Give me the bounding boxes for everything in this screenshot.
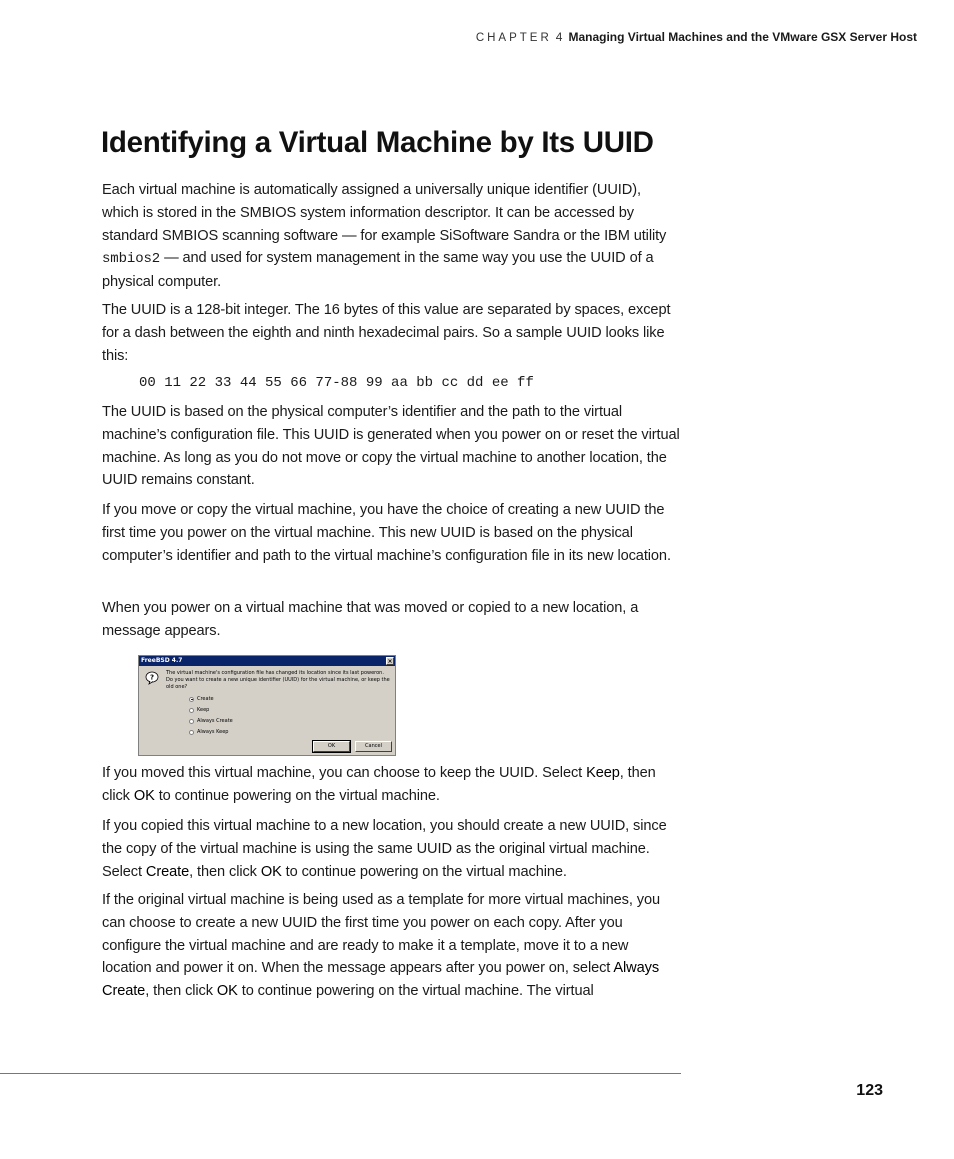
- dialog-message: The virtual machine's configuration file has changed its location since its last poweron. Do you want to create a new unique identifier (UUID) for the virtual machine, or keep the old one?: [166, 670, 390, 690]
- ui-term-keep: Keep: [586, 765, 620, 781]
- paragraph-uuid-intro: Each virtual machine is automatically assigned a universally unique identifier (UUID), which is stored in the SMBIOS system information descriptor. It can be accessed by standard SMBIOS scanning software — for example SiSoftware Sandra or the IBM utility smbios2 — and used for system management in the same way you use the UUID of a physical computer.: [102, 182, 667, 291]
- ui-term-create: Create: [145, 863, 190, 880]
- chapter-label: CHAPTER: [475, 32, 552, 44]
- radio-always-create[interactable]: Always Create: [189, 718, 233, 724]
- paragraph-uuid-basis: The UUID is based on the physical computer’s identifier and the path to the virtual machine’s configuration file. This UUID is generated when you power on or reset the virtual machine. As long as you do not move or copy the virtual machine to another location, the UUID remains constant.: [102, 404, 680, 489]
- running-header: [476, 30, 917, 44]
- radio-button-selected[interactable]: [189, 697, 194, 702]
- radio-button[interactable]: [189, 730, 194, 735]
- ui-term-always-create: Always Create: [102, 960, 660, 1000]
- paragraph-template: If the original virtual machine is being used as a template for more virtual machines, you can choose to create a new UUID the first time you power on each copy. After you configure the virtual machine and are ready to make it a template, move it to a new location and power it on. When the message appears after you power on, select Always Create, then click OK to continue powering on the virtual machine. The virtual: [102, 892, 661, 1000]
- paragraph-uuid-format: The UUID is a 128-bit integer. The 16 bytes of this value are separated by spaces, except for a dash between the eighth and ninth hexadecimal pairs. So a sample UUID looks like this:: [102, 302, 671, 364]
- paragraph-copied: If you copied this virtual machine to a new location, you should create a new UUID, since the copy of the virtual machine is using the same UUID as the original virtual machine. Select Create, then click OK to continue powering on the virtual machine.: [102, 818, 667, 880]
- ui-term-ok: OK: [260, 863, 282, 880]
- dialog-titlebar: [139, 656, 395, 666]
- chapter-title: Managing Virtual Machines and the VMware GSX Server Host: [568, 30, 917, 44]
- page-number: 123: [856, 1082, 883, 1099]
- paragraph-moved: If you moved this virtual machine, you can choose to keep the UUID. Select Keep, then click OK to continue powering on the virtual machine.: [102, 765, 656, 804]
- radio-create[interactable]: Create: [189, 696, 214, 702]
- uuid-code-sample: 00 11 22 33 44 55 66 77-88 99 aa bb cc dd ee ff: [139, 375, 534, 391]
- cancel-button[interactable]: Cancel: [355, 741, 392, 752]
- chapter-number: 4: [555, 30, 563, 44]
- ui-term-ok: OK: [133, 787, 155, 804]
- dialog-title: FreeBSD 4.7: [141, 657, 183, 664]
- question-icon: [145, 671, 159, 685]
- close-icon[interactable]: ×: [387, 658, 393, 665]
- radio-keep[interactable]: Keep: [189, 707, 209, 713]
- ok-button[interactable]: OK: [313, 741, 350, 752]
- paragraph-message: When you power on a virtual machine that was moved or copied to a new location, a message appears.: [102, 600, 639, 639]
- footer-rule: [0, 1073, 681, 1074]
- svg-text:?: ?: [149, 673, 155, 682]
- ui-term-ok: OK: [216, 983, 238, 1000]
- page-title: Identifying a Virtual Machine by Its UUID: [101, 126, 654, 159]
- paragraph-move-copy: If you move or copy the virtual machine, you have the choice of creating a new UUID the first time you power on the virtual machine. This new UUID is based on the physical computer’s identifier and path to the virtual machine’s configuration file in its new location.: [102, 502, 671, 564]
- radio-button[interactable]: [189, 708, 194, 713]
- inline-code: smbios2: [102, 251, 161, 268]
- uuid-dialog-screenshot: [138, 655, 396, 756]
- radio-always-keep[interactable]: Always Keep: [189, 729, 228, 735]
- radio-button[interactable]: [189, 719, 194, 724]
